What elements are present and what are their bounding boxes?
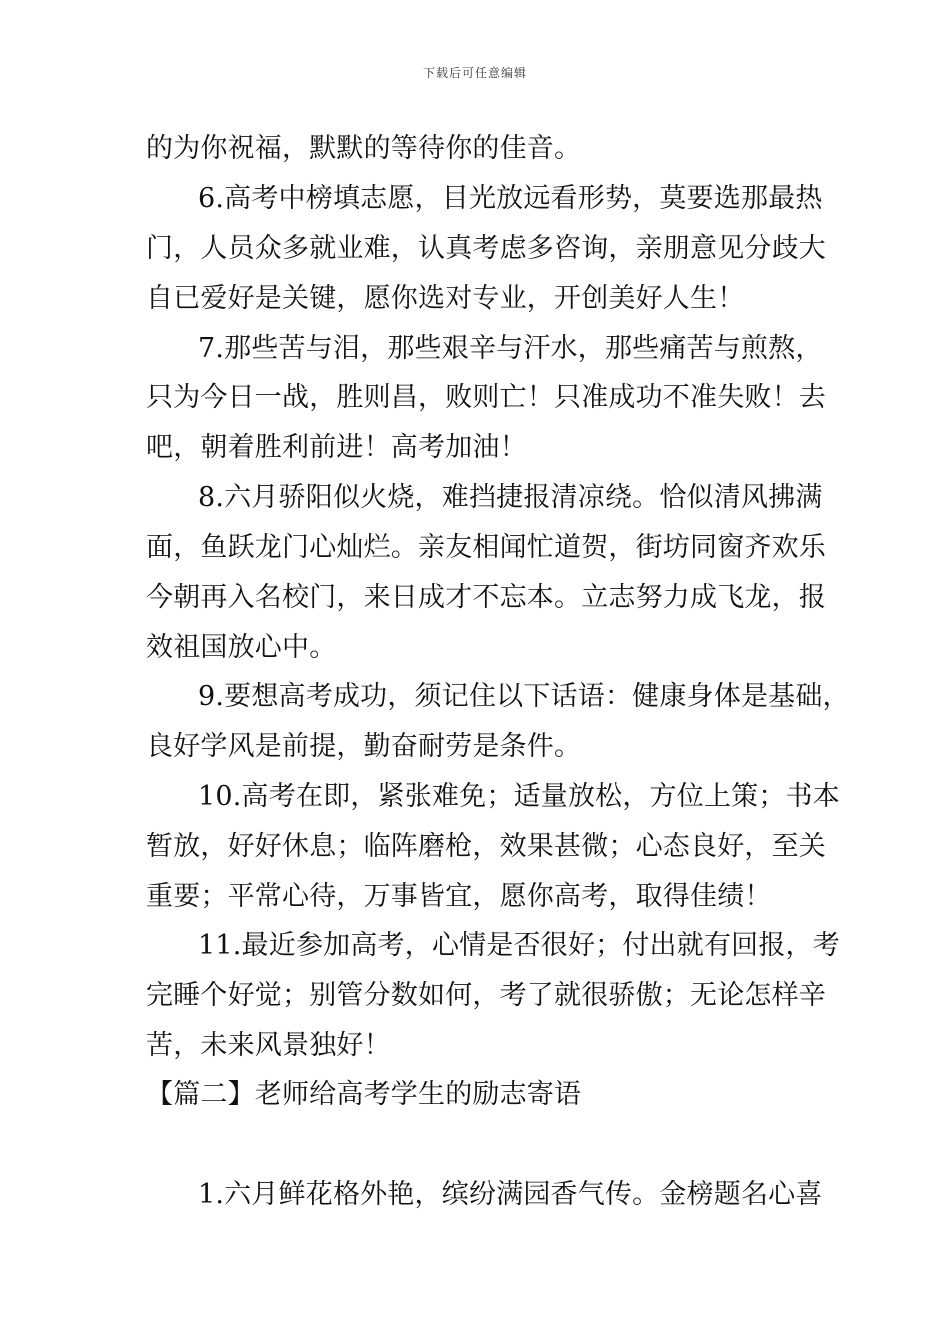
text-line: 完睡个好觉；别管分数如何，考了就很骄傲；无论怎样辛 xyxy=(146,980,826,1011)
text-line: 吧，朝着胜利前进！高考加油！ xyxy=(146,432,527,463)
text-line: 面，鱼跃龙门心灿烂。亲友相闻忙道贺，街坊同窗齐欢乐 xyxy=(146,532,826,563)
text-line: 只为今日一战，胜则昌，败则亡！只准成功不准失败！去 xyxy=(146,382,826,413)
text-line: 11.最近参加高考，心情是否很好；付出就有回报，考 xyxy=(198,930,840,961)
text-line: 效祖国放心中。 xyxy=(146,632,337,663)
text-line: 9.要想高考成功，须记住以下话语：健康身体是基础， xyxy=(198,681,850,712)
text-line: 暂放，好好休息；临阵磨枪，效果甚微；心态良好，至关 xyxy=(146,831,826,862)
text-line: 1.六月鲜花格外艳，缤纷满园香气传。金榜题名心喜 xyxy=(198,1179,823,1210)
section-heading: 【篇二】老师给高考学生的励志寄语 xyxy=(146,1079,582,1110)
text-line: 今朝再入名校门，来日成才不忘本。立志努力成飞龙，报 xyxy=(146,582,826,613)
text-line: 8.六月骄阳似火烧，难挡捷报清凉绕。恰似清风拂满 xyxy=(198,482,823,513)
text-line: 的为你祝福，默默的等待你的佳音。 xyxy=(146,133,582,164)
text-line: 苦，未来风景独好！ xyxy=(146,1030,391,1061)
text-line: 重要；平常心待，万事皆宜，愿你高考，取得佳绩！ xyxy=(146,881,772,912)
text-line: 自已爱好是关键，愿你选对专业，开创美好人生！ xyxy=(146,283,745,314)
text-line: 10.高考在即，紧张难免；适量放松，方位上策；书本 xyxy=(198,781,840,812)
text-line: 门，人员众多就业难，认真考虑多咨询，亲朋意见分歧大 xyxy=(146,233,826,264)
text-line: 7.那些苦与泪，那些艰辛与汗水，那些痛苦与煎熬， xyxy=(198,333,823,364)
text-line: 良好学风是前提，勤奋耐劳是条件。 xyxy=(146,731,582,762)
text-line: 6.高考中榜填志愿，目光放远看形势，莫要选那最热 xyxy=(198,183,823,214)
page-header: 下载后可任意编辑 xyxy=(422,66,527,80)
